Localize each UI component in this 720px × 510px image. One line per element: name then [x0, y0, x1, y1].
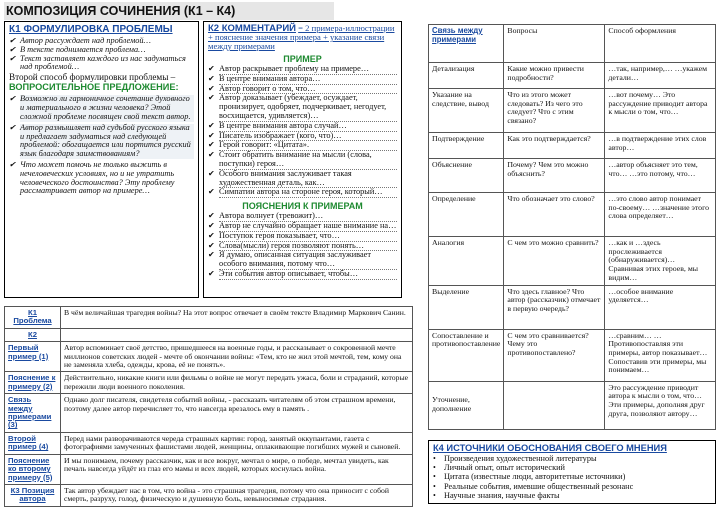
- check-icon: ✔: [9, 159, 16, 169]
- check-icon: ✔: [208, 211, 215, 221]
- k1-second-way: Второй способ формулировки проблемы – ВОПРОСИТЕЛЬНОЕ ПРЕДЛОЖЕНИЕ:: [9, 72, 179, 92]
- check-icon: ✔: [208, 140, 215, 150]
- table-header-row: Связь между примерами Вопросы Способ оформления: [429, 25, 716, 63]
- list-item: ✔ В центре внимания автора…: [208, 75, 397, 85]
- table-row: Пояснение ко второму примеру (5) И мы понимаем, почему рассказчик, как и все вокруг, мечтал о мире, о победе, мечтал увидеть, как печаль навсегда уйдёт из глаз его мамы и всех людей, которых коснулась война.: [5, 454, 413, 484]
- check-icon: ✔: [208, 93, 215, 103]
- table-row: Уточнение, дополнение Это рассуждение приводит автора к мысли о том, что… Эти примеры, дополняя друг друга, позволяют автору…: [429, 381, 716, 429]
- bullet-icon: •: [433, 454, 436, 463]
- explain-heading: ПОЯСНЕНИЯ К ПРИМЕРАМ: [242, 201, 363, 212]
- list-item: ✔ Автор раскрывает проблему на примере…: [208, 65, 397, 75]
- links-table: [428, 24, 716, 430]
- check-icon: ✔: [9, 94, 16, 104]
- bullet-icon: •: [433, 481, 436, 491]
- check-icon: ✔: [208, 120, 215, 130]
- k4-title: К4 ИСТОЧНИКИ ОБОСНОВАНИЯ СВОЕГО МНЕНИЯ: [433, 443, 667, 453]
- list-item: ✔ Эти события автор описывает, чтобы…: [208, 270, 397, 280]
- k2-explanations: [208, 212, 397, 280]
- table-row: Первый пример (1) Автор вспоминает своё детство, пришедшееся на военные годы, и рассказывает о сокровенной мечте миллионов советских людей - мечте об окончании войны: «Тем, кто не жил этой мечтой, тем, кому она не заменяла хлеба, одежды, крова, её не понять».: [5, 342, 413, 372]
- k1-box: [4, 21, 199, 298]
- list-item: • Научные знания, научные факты: [433, 490, 560, 500]
- list-item: ✔ Автор говорит о том, что…: [208, 85, 397, 95]
- k4-box: [428, 440, 716, 504]
- table-row: Связь между примерами (3) Однако долг писателя, свидетеля событий войны, - рассказать читателям об этом страшном времени, поэтому далее автор перечисляет то, что навсегда врезалось ему в память .: [5, 394, 413, 433]
- check-icon: ✔: [208, 73, 215, 83]
- list-item: ✔ Автора волнует (тревожит)…: [208, 212, 397, 222]
- table-row: Пояснение к примеру (2) Действительно, никакие книги или фильмы о войне не могут передать ужаса, боли и страданий, которые пережили люди военного поколения.: [5, 372, 413, 394]
- bullet-icon: •: [433, 472, 436, 482]
- list-item: ✔ Автор размышляет над судьбой русского языка и предлагает задуматься над следующей проблемой: обогащается или портится русский язык благодаря заимствованиям?: [9, 124, 194, 159]
- check-icon: ✔: [208, 168, 215, 178]
- table-row: Подтверждение Как это подтверждается? …в подтверждение этих слов автор…: [429, 133, 716, 159]
- list-item: ✔ Автор доказывает (убеждает, осуждает, пронизирует, одобряет, подчеркивает, негодует, восхищается, удивляется)…: [208, 94, 397, 121]
- k2-examples: [208, 65, 397, 198]
- list-item: ✔ В тексте поднимается проблема…: [9, 44, 146, 54]
- list-item: • Реальные события, имевшие общественный резонанс: [433, 481, 634, 491]
- check-icon: ✔: [208, 230, 215, 240]
- check-icon: ✔: [9, 44, 16, 54]
- table-row: Детализация Какие можно привести подробности? …так, например,… …укажем детали…: [429, 63, 716, 89]
- table-row: К2: [5, 328, 413, 341]
- list-item: ✔ Симпатии автора на стороне героя, который…: [208, 188, 397, 198]
- check-icon: ✔: [208, 150, 215, 160]
- check-icon: ✔: [208, 220, 215, 230]
- table-row: К1 Проблема В чём величайшая трагедия войны? На этот вопрос отвечает в своём тексте Владимир Маркович Санин.: [5, 307, 413, 329]
- k1-title: К1 ФОРМУЛИРОВКА ПРОБЛЕМЫ: [9, 24, 173, 35]
- bullet-icon: •: [433, 490, 436, 500]
- list-item: ✔ Слова(мысли) героя позволяют понять…: [208, 242, 397, 252]
- list-item: ✔ Писатель изображает (кого, что)…: [208, 132, 397, 142]
- list-item: ✔ Автор не случайно обращает наше внимание на…: [208, 220, 397, 230]
- check-icon: ✔: [208, 83, 215, 93]
- example-heading: ПРИМЕР: [283, 54, 322, 64]
- table-row: К3 Позиция автора Так автор убеждает нас в том, что война - это страшная трагедия, потому что она приносит с собой смерть, разруху, голод, физическую и душевную боль, невыносимые страдания.: [5, 484, 413, 506]
- table-row: Выделение Что здесь главное? Что автор (рассказчик) отмечает в первую очередь? …особое внимание уделяется…: [429, 285, 716, 329]
- list-item: ✔ Автор рассуждает над проблемой…: [9, 36, 151, 45]
- list-item: • Произведения художественной литературы: [433, 454, 597, 463]
- check-icon: ✔: [208, 240, 215, 250]
- examples-table: [4, 306, 413, 507]
- table-row: Аналогия С чем это можно сравнить? …как и …здесь прослеживается (обнаруживается)… Сравнивая этих героев, мы видим…: [429, 237, 716, 286]
- check-icon: ✔: [9, 53, 16, 63]
- table-row: Сопоставление и противопоставление С чем это сравнивается? Чему это противопоставлено? …сравним… …Противопоставляя эти примеры, автор показывает… Сопоставив эти примеры, мы понимаем…: [429, 329, 716, 381]
- list-item: ✔ Что может помочь не только выжить в нечеловеческих условиях, но и не утратить человеческого достоинства? Эту проблему рассматривает автор на примере…: [9, 159, 175, 196]
- check-icon: ✔: [208, 187, 215, 197]
- table-row: Объяснение Почему? Чем это можно объяснить? …автор объясняет это тем, что… …это потому, что…: [429, 159, 716, 193]
- check-icon: ✔: [9, 36, 16, 45]
- list-item: • Цитата (известные люди, авторитетные источники): [433, 472, 626, 482]
- check-icon: ✔: [208, 250, 215, 260]
- list-item: ✔ Герой говорит: «Цитата».: [208, 141, 397, 151]
- list-item: ✔ В центре внимания автора случай…: [208, 122, 397, 132]
- check-icon: ✔: [208, 268, 215, 278]
- check-icon: ✔: [208, 130, 215, 140]
- k2-heading: К2 КОММЕНТАРИЙ = 2 примера-иллюстрации + пояснение значения примера + указание связи между примерами: [208, 23, 395, 51]
- check-icon: ✔: [208, 64, 215, 73]
- check-icon: ✔: [9, 122, 16, 132]
- table-row: Указание на следствие, вывод Что из этого может следовать? Из чего это следует? Что с этим связано? …вот почему… Это рассуждение приводит автора к мысли о том, что…: [429, 89, 716, 133]
- list-item: ✔ Текст заставляет каждого из нас задуматься над проблемой…: [9, 53, 186, 72]
- list-item: ✔ Возможно ли гармоничное сочетание духовного и материального в жизни человека? Этой сложной проблеме посвящен свой текст автор.: [9, 95, 194, 121]
- bullet-icon: •: [433, 463, 436, 473]
- table-row: Определение Что обозначает это слово? …это слово автор понимает по-своему… …значение этого слова определяет…: [429, 193, 716, 237]
- list-item: ✔ Я думаю, описанная ситуация заслуживает особого внимания, потому что…: [208, 251, 397, 270]
- list-item: ✔ Особого внимания заслуживает такая художественная деталь, как…: [208, 170, 397, 189]
- table-row: Второй пример (4) Перед нами разворачиваются череда страшных картин: город, занятый оккупантами, газета с фотографиями замученных фашистами людей, женщины, оплакивающие погибших мужей и сыновей.: [5, 432, 413, 454]
- list-item: ✔ Поступок героя показывает, что…: [208, 232, 397, 242]
- list-item: • Личный опыт, опыт исторический: [433, 463, 565, 473]
- list-item: ✔ Стоит обратить внимание на мысли (слова, поступки) героя…: [208, 151, 397, 170]
- k2-box: [203, 21, 402, 298]
- page-title: КОМПОЗИЦИЯ СОЧИНЕНИЯ (К1 – К4): [4, 2, 334, 20]
